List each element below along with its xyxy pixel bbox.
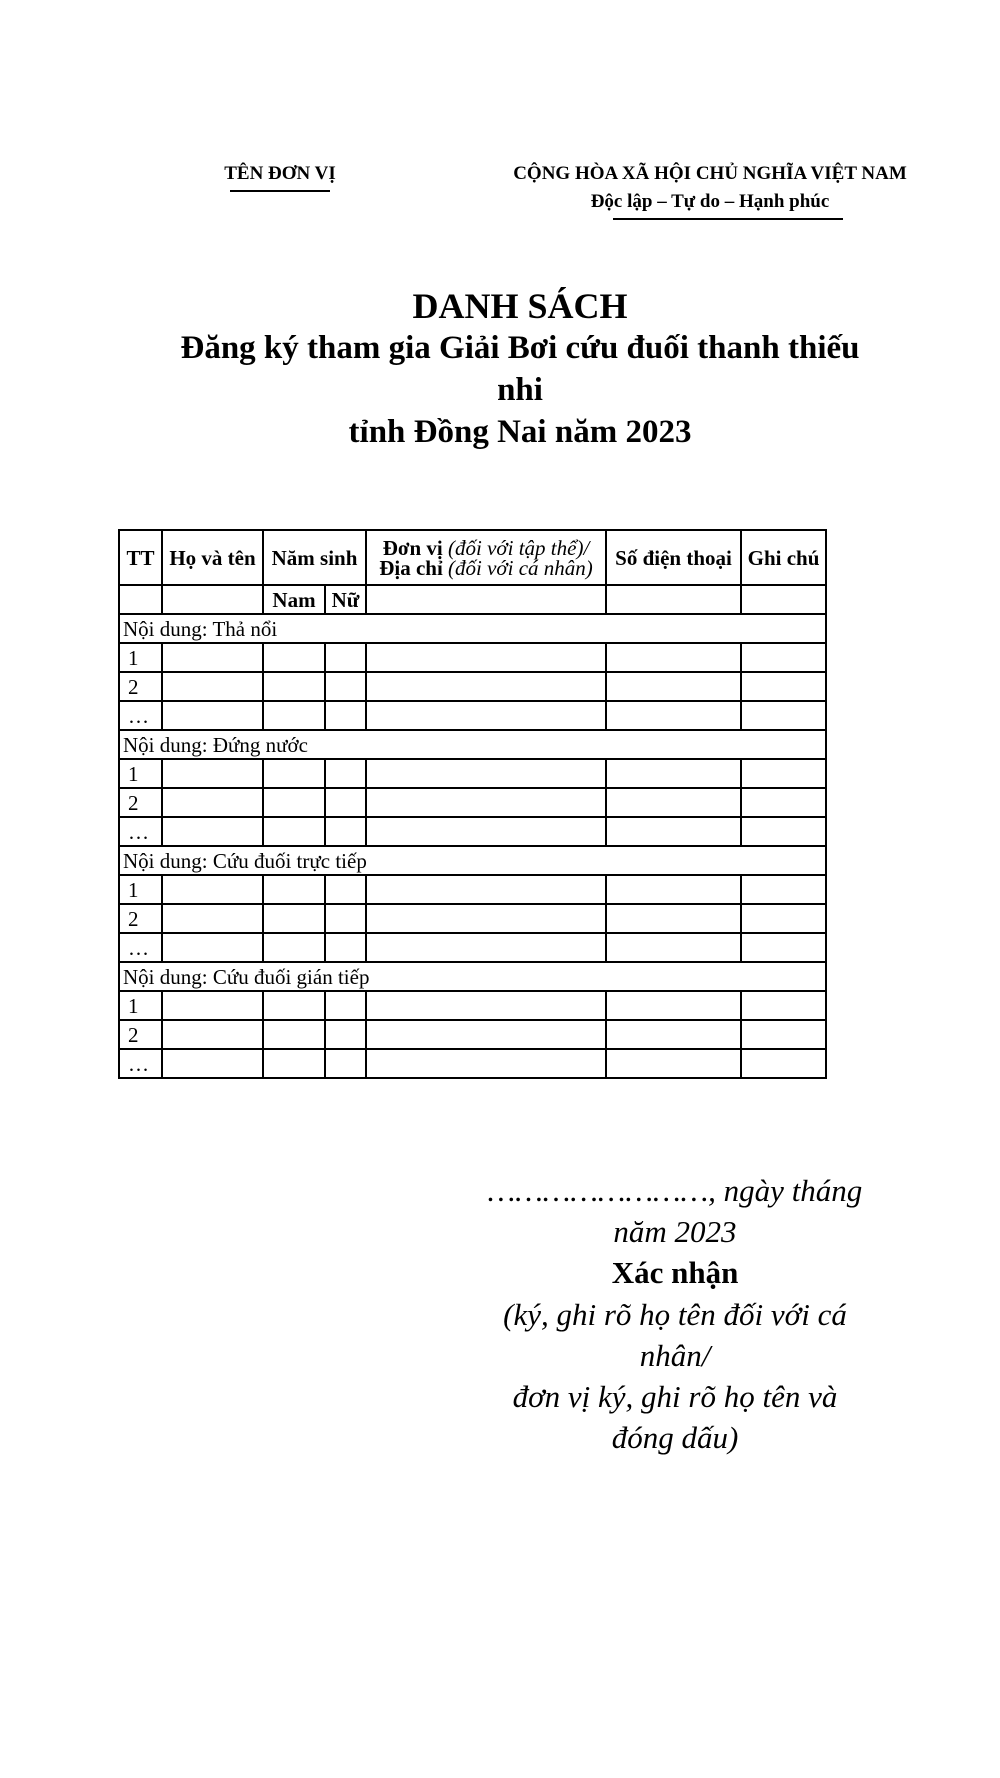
row-number: 1 [119,759,162,788]
table-body [119,614,826,1078]
table-cell [263,1020,325,1049]
table-cell [263,643,325,672]
table-cell [325,875,366,904]
table-row [119,1049,826,1078]
title-main: DANH SÁCH [412,286,628,326]
table-cell [741,1020,826,1049]
sign-note-line-4: đóng dấu) [611,1420,739,1455]
row-number: 1 [119,643,162,672]
table-cell [325,904,366,933]
table-cell [162,759,263,788]
header-unit-note: (đối với tập thể)/ [448,535,590,560]
sign-note-line-2: nhân/ [639,1338,711,1373]
table-row [119,759,826,788]
table-cell [263,788,325,817]
table-cell [162,904,263,933]
table-cell [606,817,741,846]
table-row [119,904,826,933]
row-number: … [119,817,162,846]
table-cell [162,1049,263,1078]
table-cell [325,701,366,730]
row-number: 2 [119,1020,162,1049]
table-cell [263,991,325,1020]
table-cell [162,875,263,904]
table-cell [606,1020,741,1049]
header-phone: Số điện thoại [606,530,741,585]
org-name: TÊN ĐƠN VỊ [224,163,336,184]
row-number: 2 [119,904,162,933]
table-row [119,788,826,817]
table-row [119,875,826,904]
table-cell [741,788,826,817]
table-cell [606,759,741,788]
section-row [119,846,826,875]
national-header [470,160,950,220]
header-cell-empty [606,585,741,614]
table-cell [366,933,606,962]
table-cell [366,875,606,904]
table-cell [741,904,826,933]
table-cell [741,991,826,1020]
row-number: 2 [119,788,162,817]
date-line-1: ……………………, ngày tháng [487,1173,863,1208]
table-cell [366,643,606,672]
table-cell [366,788,606,817]
table-cell [366,1049,606,1078]
document-title [110,285,930,453]
header-cell-empty [162,585,263,614]
table-cell [741,933,826,962]
table-cell [263,759,325,788]
table-cell [162,701,263,730]
sign-note-line-3: đơn vị ký, ghi rõ họ tên và [512,1379,838,1414]
table-cell [606,904,741,933]
header-female: Nữ [325,585,366,614]
header-address-note: (đối với cá nhân) [448,555,593,580]
table-cell [325,643,366,672]
table-cell [263,817,325,846]
table-cell [325,788,366,817]
table-cell [741,701,826,730]
table-cell [162,933,263,962]
row-number: … [119,701,162,730]
table-cell [741,875,826,904]
registration-table [118,529,827,1079]
title-line-1: Đăng ký tham gia Giải Bơi cứu đuối thanh thiếu [180,330,860,366]
row-number: 1 [119,991,162,1020]
header-unit-address [366,530,606,585]
header-tt: TT [119,530,162,585]
table-cell [366,904,606,933]
table-cell [325,817,366,846]
table-cell [325,759,366,788]
table-cell [366,672,606,701]
motto: Độc lập – Tự do – Hạnh phúc [590,191,830,212]
section-row [119,962,826,991]
table-cell [366,759,606,788]
date-line-2: năm 2023 [613,1214,737,1249]
table-cell [263,1049,325,1078]
header-note: Ghi chú [741,530,826,585]
table-cell [325,1020,366,1049]
table-cell [741,817,826,846]
motto-underline [613,218,843,220]
table-row [119,991,826,1020]
header-name: Họ và tên [162,530,263,585]
header-unit: Đơn vị [382,535,443,560]
table-cell [741,643,826,672]
section-row [119,614,826,643]
table-cell [606,875,741,904]
title-line-3: tỉnh Đồng Nai năm 2023 [348,414,692,450]
table-row [119,817,826,846]
table-row [119,1020,826,1049]
table-cell [162,991,263,1020]
table-cell [741,672,826,701]
header-birth-year: Năm sinh [263,530,366,585]
header-address: Địa chỉ [379,555,443,580]
table-cell [162,643,263,672]
signature-block [425,1170,925,1458]
table-cell [606,933,741,962]
table-cell [325,991,366,1020]
table-row [119,701,826,730]
table-cell [606,701,741,730]
section-label: Nội dung: Đứng nước [119,730,826,759]
header-cell-empty [119,585,162,614]
org-underline [230,190,330,192]
row-number: 1 [119,875,162,904]
table-cell [162,672,263,701]
table-cell [162,788,263,817]
table-row [119,933,826,962]
table-cell [606,1049,741,1078]
table-cell [366,817,606,846]
header-male: Nam [263,585,325,614]
table-cell [606,672,741,701]
table-row [119,672,826,701]
table-cell [162,817,263,846]
table-cell [741,1049,826,1078]
table-cell [741,759,826,788]
row-number: … [119,1049,162,1078]
section-label: Nội dung: Cứu đuối gián tiếp [119,962,826,991]
section-label: Nội dung: Cứu đuối trực tiếp [119,846,826,875]
table-cell [263,701,325,730]
header-cell-empty [366,585,606,614]
table-cell [263,672,325,701]
row-number: 2 [119,672,162,701]
table-cell [263,875,325,904]
table-cell [325,933,366,962]
table-cell [366,701,606,730]
country-name: CỘNG HÒA XÃ HỘI CHỦ NGHĨA VIỆT NAM [513,163,907,184]
table-cell [325,672,366,701]
org-header [200,160,360,192]
table-cell [162,1020,263,1049]
table-cell [325,1049,366,1078]
table-cell [606,788,741,817]
table-cell [263,904,325,933]
confirm-label: Xác nhận [611,1255,739,1290]
sign-note-line-1: (ký, ghi rõ họ tên đối với cá [503,1297,847,1332]
table-cell [263,933,325,962]
section-row [119,730,826,759]
section-label: Nội dung: Thả nổi [119,614,826,643]
table-row [119,643,826,672]
table-cell [606,643,741,672]
row-number: … [119,933,162,962]
table-cell [366,991,606,1020]
title-line-2: nhi [497,372,543,408]
table-cell [606,991,741,1020]
header-cell-empty [741,585,826,614]
table-cell [366,1020,606,1049]
